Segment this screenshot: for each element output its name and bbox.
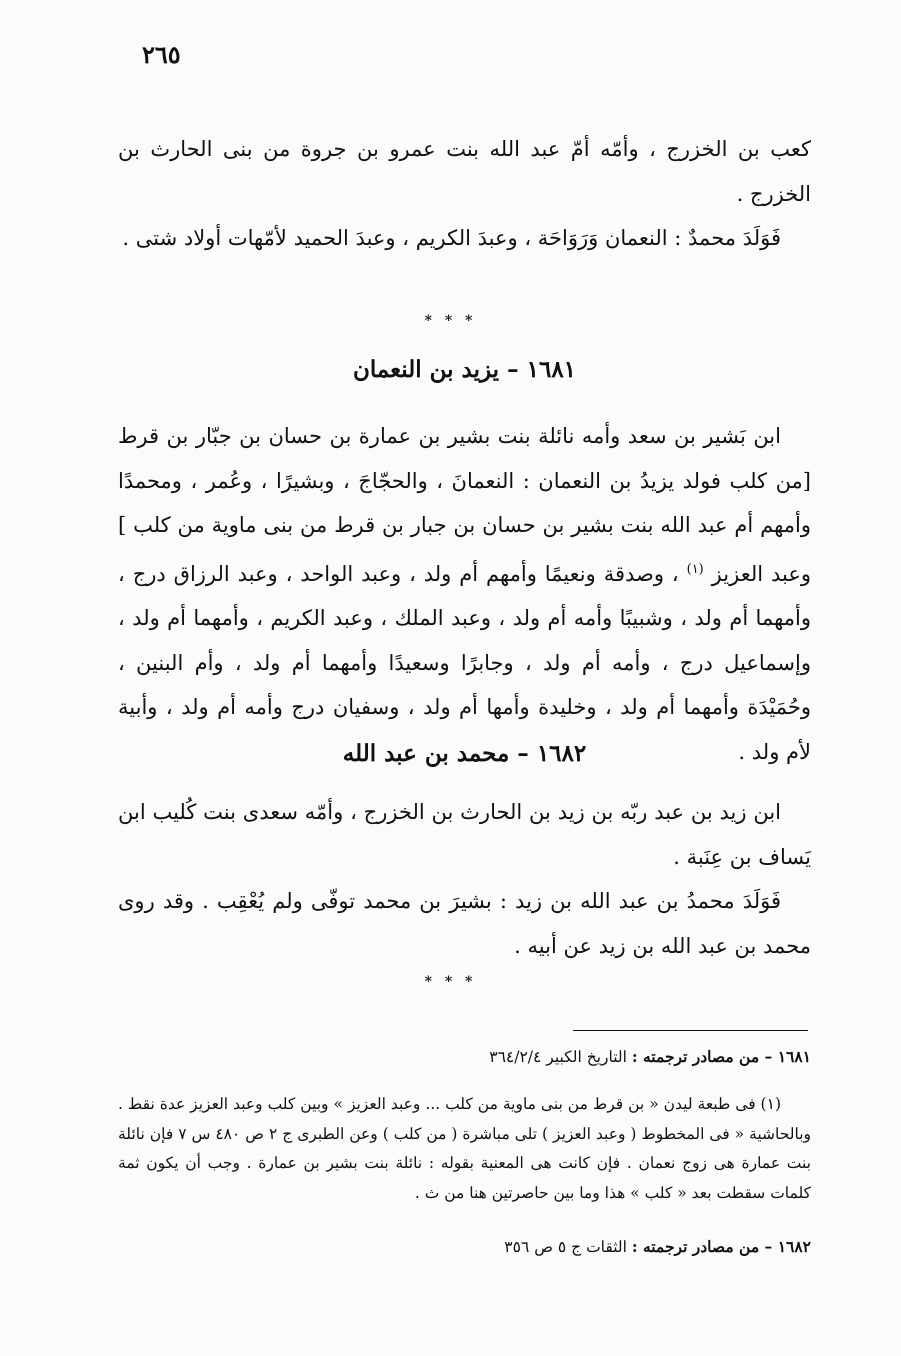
source-label-1681: ١٦٨١ – من مصادر ترجمته : — [631, 1047, 811, 1066]
footnote-1: (١) فى طبعة ليدن « بن قرط من بنى ماوية من كلب ... وعبد العزيز » وبين كلب وعبد العزيز عدة نقط . وبالحاشية « فى المخطوط ( وعبد العزيز ) تلى مباشرة ( من كلب ) وعن الطبرى ج ٢ ص ٤٨٠ س ٧ فإن نائلة بنت عمارة هى زوج نعمان . فإن كانت هى المعنية بقوله : نائلة بنت بشير بن عمارة . وجب أن يكون ثمة كلمات سقطت بعد « كلب » هذا وما بين حاصرتين هنا من ث . — [118, 1095, 812, 1202]
footnote-marker: (١) — [686, 561, 704, 577]
entry-text-1681: ابن بَشير بن سعد وأمه نائلة بنت بشير بن عمارة بن حسان بن جبّار بن قرط [من كلب فولد يزيدُ بن النعمان : النعمانَ ، والحجّاجَ ، وبشيرًا ، وعُمر ، ومحمدًا وأمهم أم عبد الله بنت بشير بن حسان بن جبار بن قرط من بنى ماوية من كلب ] وعبد العزيز — [118, 424, 811, 586]
entry-heading-1681: ١٦٨١ – يزيد بن النعمان — [352, 356, 577, 383]
section-separator-end: * * * — [424, 974, 477, 990]
source-label-1682: ١٦٨٢ – من مصادر ترجمته : — [631, 1237, 811, 1256]
source-text-1681: التاريخ الكبير ٣٦٤/٢/٤ — [489, 1048, 627, 1066]
entry-body-1682 — [118, 790, 811, 968]
intro-lineage: كعب بن الخزرج ، وأمّه أمّ عبد الله بنت عمرو بن جروة من بنى الحارث بن الخزرج . — [118, 137, 811, 206]
entry-body-1681 — [118, 414, 811, 774]
page-number: ٢٦٥ — [142, 40, 181, 69]
intro-paragraph — [118, 127, 811, 261]
entry-text-1681-cont: ، وصدقة ونعيمًا وأمهم أم ولد ، وعبد الواحد ، وعبد الرزاق درج ، وأمهما أم ولد ، وشبيبًا وأمه أم ولد ، وعبد الملك ، وعبد الكريم ، وأمهما أم ولد ، وإسماعيل درج ، وأمه أم ولد ، وجابرًا وسعيدًا وأمهما أم ولد ، وأم البنين ، وحُمَيْدَة وأمهما أم ولد ، وخليدة وأمها أم ولد ، وسفيان درج وأمه أم ولد ، وأبية لأم ولد . — [118, 561, 811, 764]
intro-children: فَوَلَدَ محمدٌ : النعمان وَرَوَاحَة ، وعبدَ الكريم ، وعبدَ الحميد لأمّهات أولاد شتى . — [122, 226, 781, 250]
footnote-source-1681 — [118, 1042, 811, 1073]
footnote-source-1682 — [118, 1232, 811, 1263]
entry-heading-1682: ١٦٨٢ – محمد بن عبد الله — [342, 740, 587, 767]
footnote-rule — [573, 1030, 808, 1031]
entry-children-1682: فَوَلَدَ محمدُ بن عبد الله بن زيد : بشيرَ بن محمد توفّى ولم يُعْقِب . وقد روى محمد بن عبد الله بن زيد عن أبيه . — [118, 889, 811, 958]
source-text-1682: الثقات ج ٥ ص ٣٥٦ — [504, 1238, 627, 1256]
section-separator: * * * — [424, 313, 477, 329]
entry-lineage-1682: ابن زيد بن عبد ربّه بن زيد بن الحارث بن الخزرج ، وأمّه سعدى بنت كُليب ابن يَساف بن عِنَبة . — [118, 800, 811, 869]
